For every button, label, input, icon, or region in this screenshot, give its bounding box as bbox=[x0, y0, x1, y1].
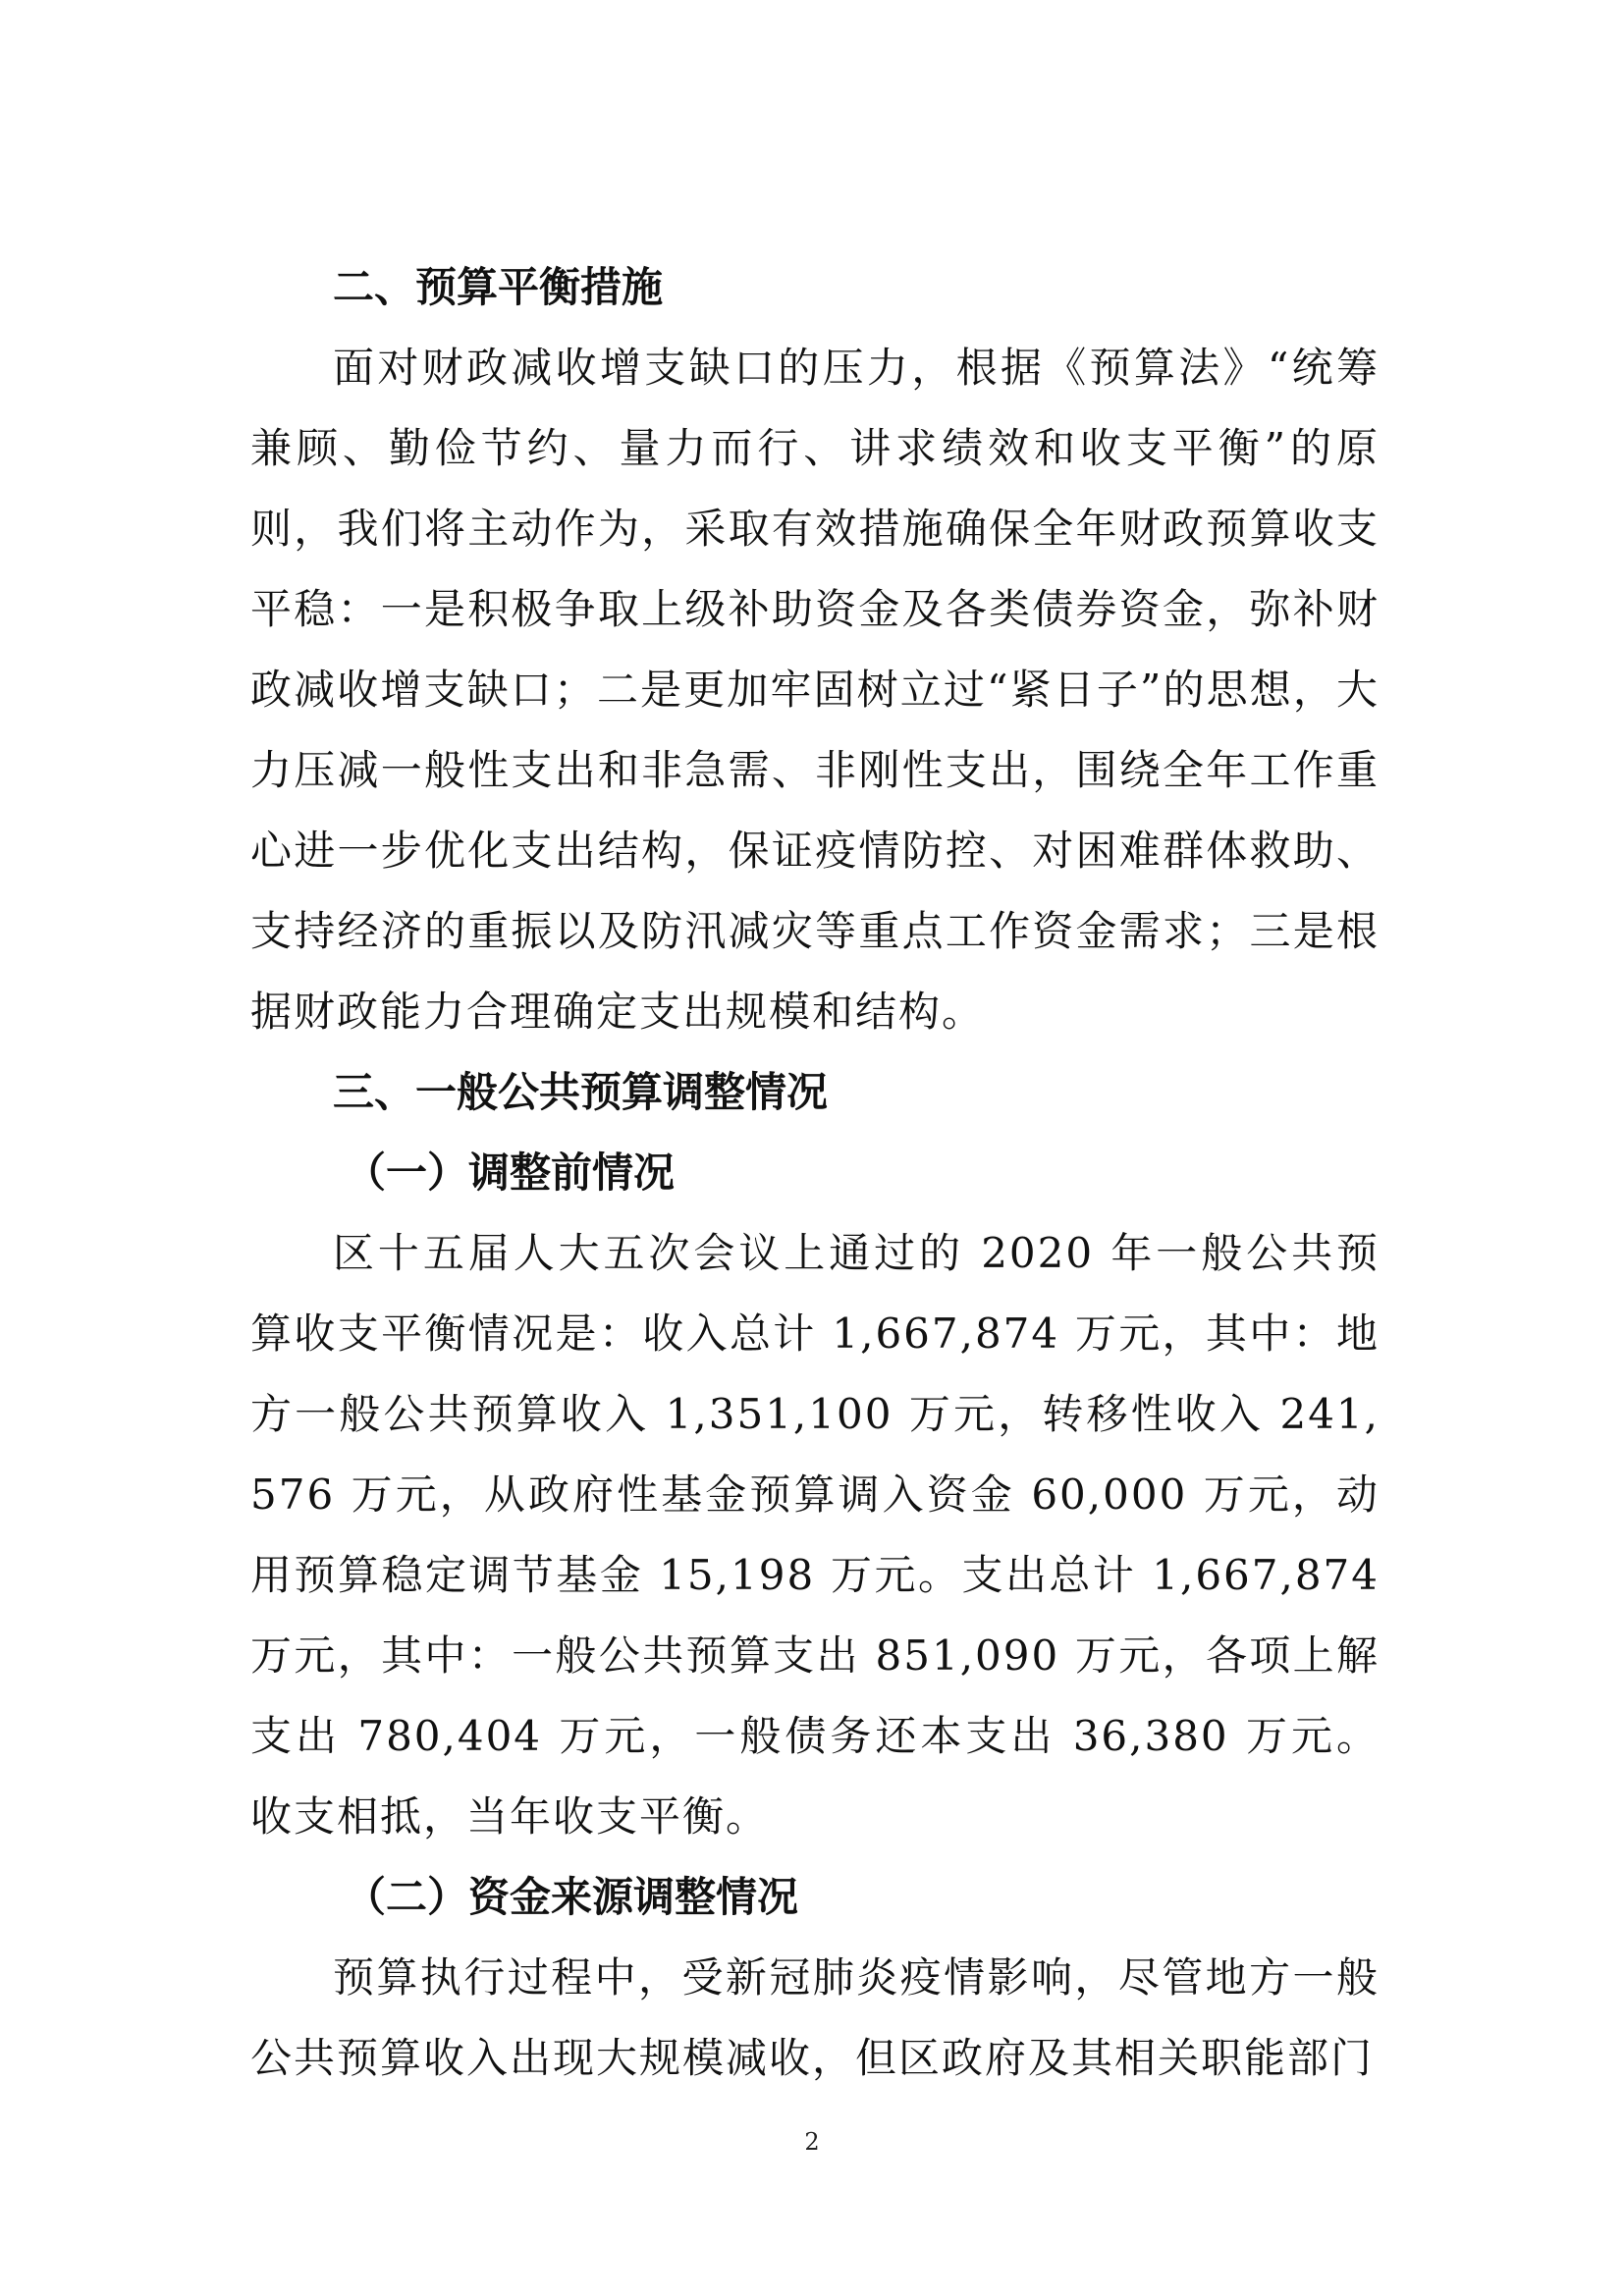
paragraph-funding-source-adjustment: 预算执行过程中，受新冠肺炎疫情影响，尽管地方一般公共预算收入出现大规模减收，但区政府及其相关职能部门 bbox=[250, 1953, 1380, 2082]
document-body bbox=[250, 247, 1380, 2099]
section-heading-general-public-budget-adjustment: 三、一般公共预算调整情况 bbox=[333, 1068, 829, 1116]
subsection-heading-funding-source-adjustment: （二）资金来源调整情况 bbox=[345, 1873, 799, 1921]
subsection-heading-before-adjustment: （一）调整前情况 bbox=[345, 1148, 676, 1197]
paragraph-before-adjustment: 区十五届人大五次会议上通过的 2020 年一般公共预算收支平衡情况是：收入总计 1,667,874 万元，其中：地方一般公共预算收入 1,351,100 万元，转移性收入 241,576 万元，从政府性基金预算调入资金 60,000 万元，动用预算稳定调节基金 15,198 万元。支出总计 1,667,874 万元，其中：一般公共预算支出 851,090 万元，各项上解支出 780,404 万元，一般债务还本支出 36,380 万元。收支相抵，当年收支平衡。 bbox=[250, 1229, 1380, 1841]
paragraph-balance-measures: 面对财政减收增支缺口的压力，根据《预算法》“统筹兼顾、勤俭节约、量力而行、讲求绩效和收支平衡”的原则，我们将主动作为，采取有效措施确保全年财政预算收支平稳：一是积极争取上级补助资金及各类债券资金，弥补财政减收增支缺口；二是更加牢固树立过“紧日子”的思想，大力压减一般性支出和非急需、非刚性支出，围绕全年工作重心进一步优化支出结构，保证疫情防控、对困难群体救助、支持经济的重振以及防汛减灾等重点工作资金需求；三是根据财政能力合理确定支出规模和结构。 bbox=[250, 344, 1380, 1036]
page-number: 2 bbox=[804, 2128, 820, 2156]
section-heading-budget-balance-measures: 二、预算平衡措施 bbox=[333, 263, 664, 311]
